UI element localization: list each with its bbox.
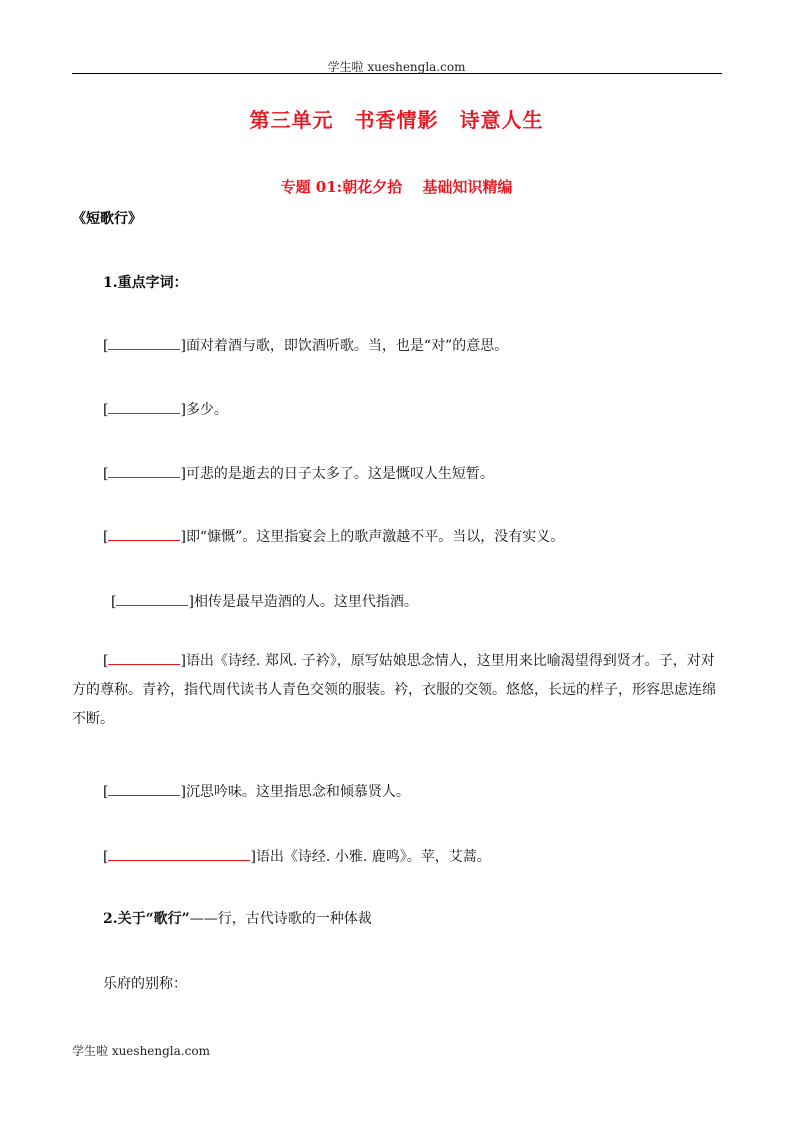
answer-blank[interactable]	[108, 528, 180, 541]
section-2-heading-rest: ——行，古代诗歌的一种体裁	[189, 911, 372, 927]
vocab-item	[103, 463, 494, 483]
answer-blank[interactable]	[108, 652, 180, 665]
vocab-definition: 多少。	[185, 402, 228, 418]
vocab-item	[103, 781, 410, 801]
vocab-definition: 相传是最早造酒的人。这里代指酒。	[193, 594, 418, 610]
bracket-close: ]	[180, 466, 186, 482]
vocab-definition: 可悲的是逝去的日子太多了。这是慨叹人生短暂。	[185, 466, 494, 482]
answer-blank[interactable]	[116, 593, 188, 606]
vocab-definition: 语出《诗经. 郑风. 子衿》，原写姑娘思念情人，这里用来比喻渴望得到贤才。子，对对方的尊称。青衿，指代周代读书人青色交领的服装。衿，衣服的交领。悠悠，长远的样子，形容思虑连绵不断。	[72, 653, 716, 727]
vocab-item	[103, 399, 228, 419]
vocab-item	[103, 846, 491, 866]
bracket-close: ]	[180, 784, 186, 800]
bracket-open: [	[103, 466, 109, 482]
bracket-close: ]	[180, 529, 186, 545]
answer-blank[interactable]	[108, 401, 180, 414]
bracket-open: [	[103, 338, 109, 354]
section-2-subheading: 乐府的别称：	[103, 976, 187, 992]
section-1-heading: 1.重点字词：	[103, 275, 188, 291]
vocab-definition: 面对着酒与歌，即饮酒听歌。当，也是“对”的意思。	[185, 338, 509, 354]
bracket-close: ]	[180, 653, 186, 669]
vocab-definition: 语出《诗经. 小雅. 鹿鸣》。苹，艾蒿。	[255, 849, 491, 865]
bracket-close: ]	[180, 402, 186, 418]
answer-blank[interactable]	[108, 465, 180, 478]
page-header: 学生啦 xueshengla.com	[327, 60, 466, 74]
bracket-open: [	[103, 653, 109, 669]
vocab-item	[103, 335, 508, 355]
page-footer: 学生啦 xueshengla.com	[72, 1044, 210, 1058]
vocab-definition: 沉思吟味。这里指思念和倾慕贤人。	[185, 784, 410, 800]
section-2-heading-bold: 2.关于“歌行”	[103, 911, 190, 927]
header-divider	[72, 73, 722, 74]
answer-blank[interactable]	[108, 337, 180, 350]
topic-title: 专题 01:朝花夕拾 基础知识精编	[280, 178, 513, 196]
bracket-close: ]	[188, 594, 194, 610]
vocab-item	[103, 526, 564, 546]
bracket-open: [	[111, 594, 117, 610]
bracket-close: ]	[180, 338, 186, 354]
poem-title: 《短歌行》	[72, 211, 142, 227]
bracket-open: [	[103, 849, 109, 865]
unit-title: 第三单元 书香情影 诗意人生	[249, 108, 544, 132]
vocab-definition: 即“慷慨”。这里指宴会上的歌声激越不平。当以，没有实义。	[185, 529, 565, 545]
vocab-item	[72, 647, 722, 734]
section-2-heading	[103, 908, 372, 928]
bracket-close: ]	[250, 849, 256, 865]
vocab-item	[111, 591, 418, 611]
bracket-open: [	[103, 784, 109, 800]
bracket-open: [	[103, 529, 109, 545]
bracket-open: [	[103, 402, 109, 418]
answer-blank[interactable]	[108, 848, 250, 861]
answer-blank[interactable]	[108, 783, 180, 796]
